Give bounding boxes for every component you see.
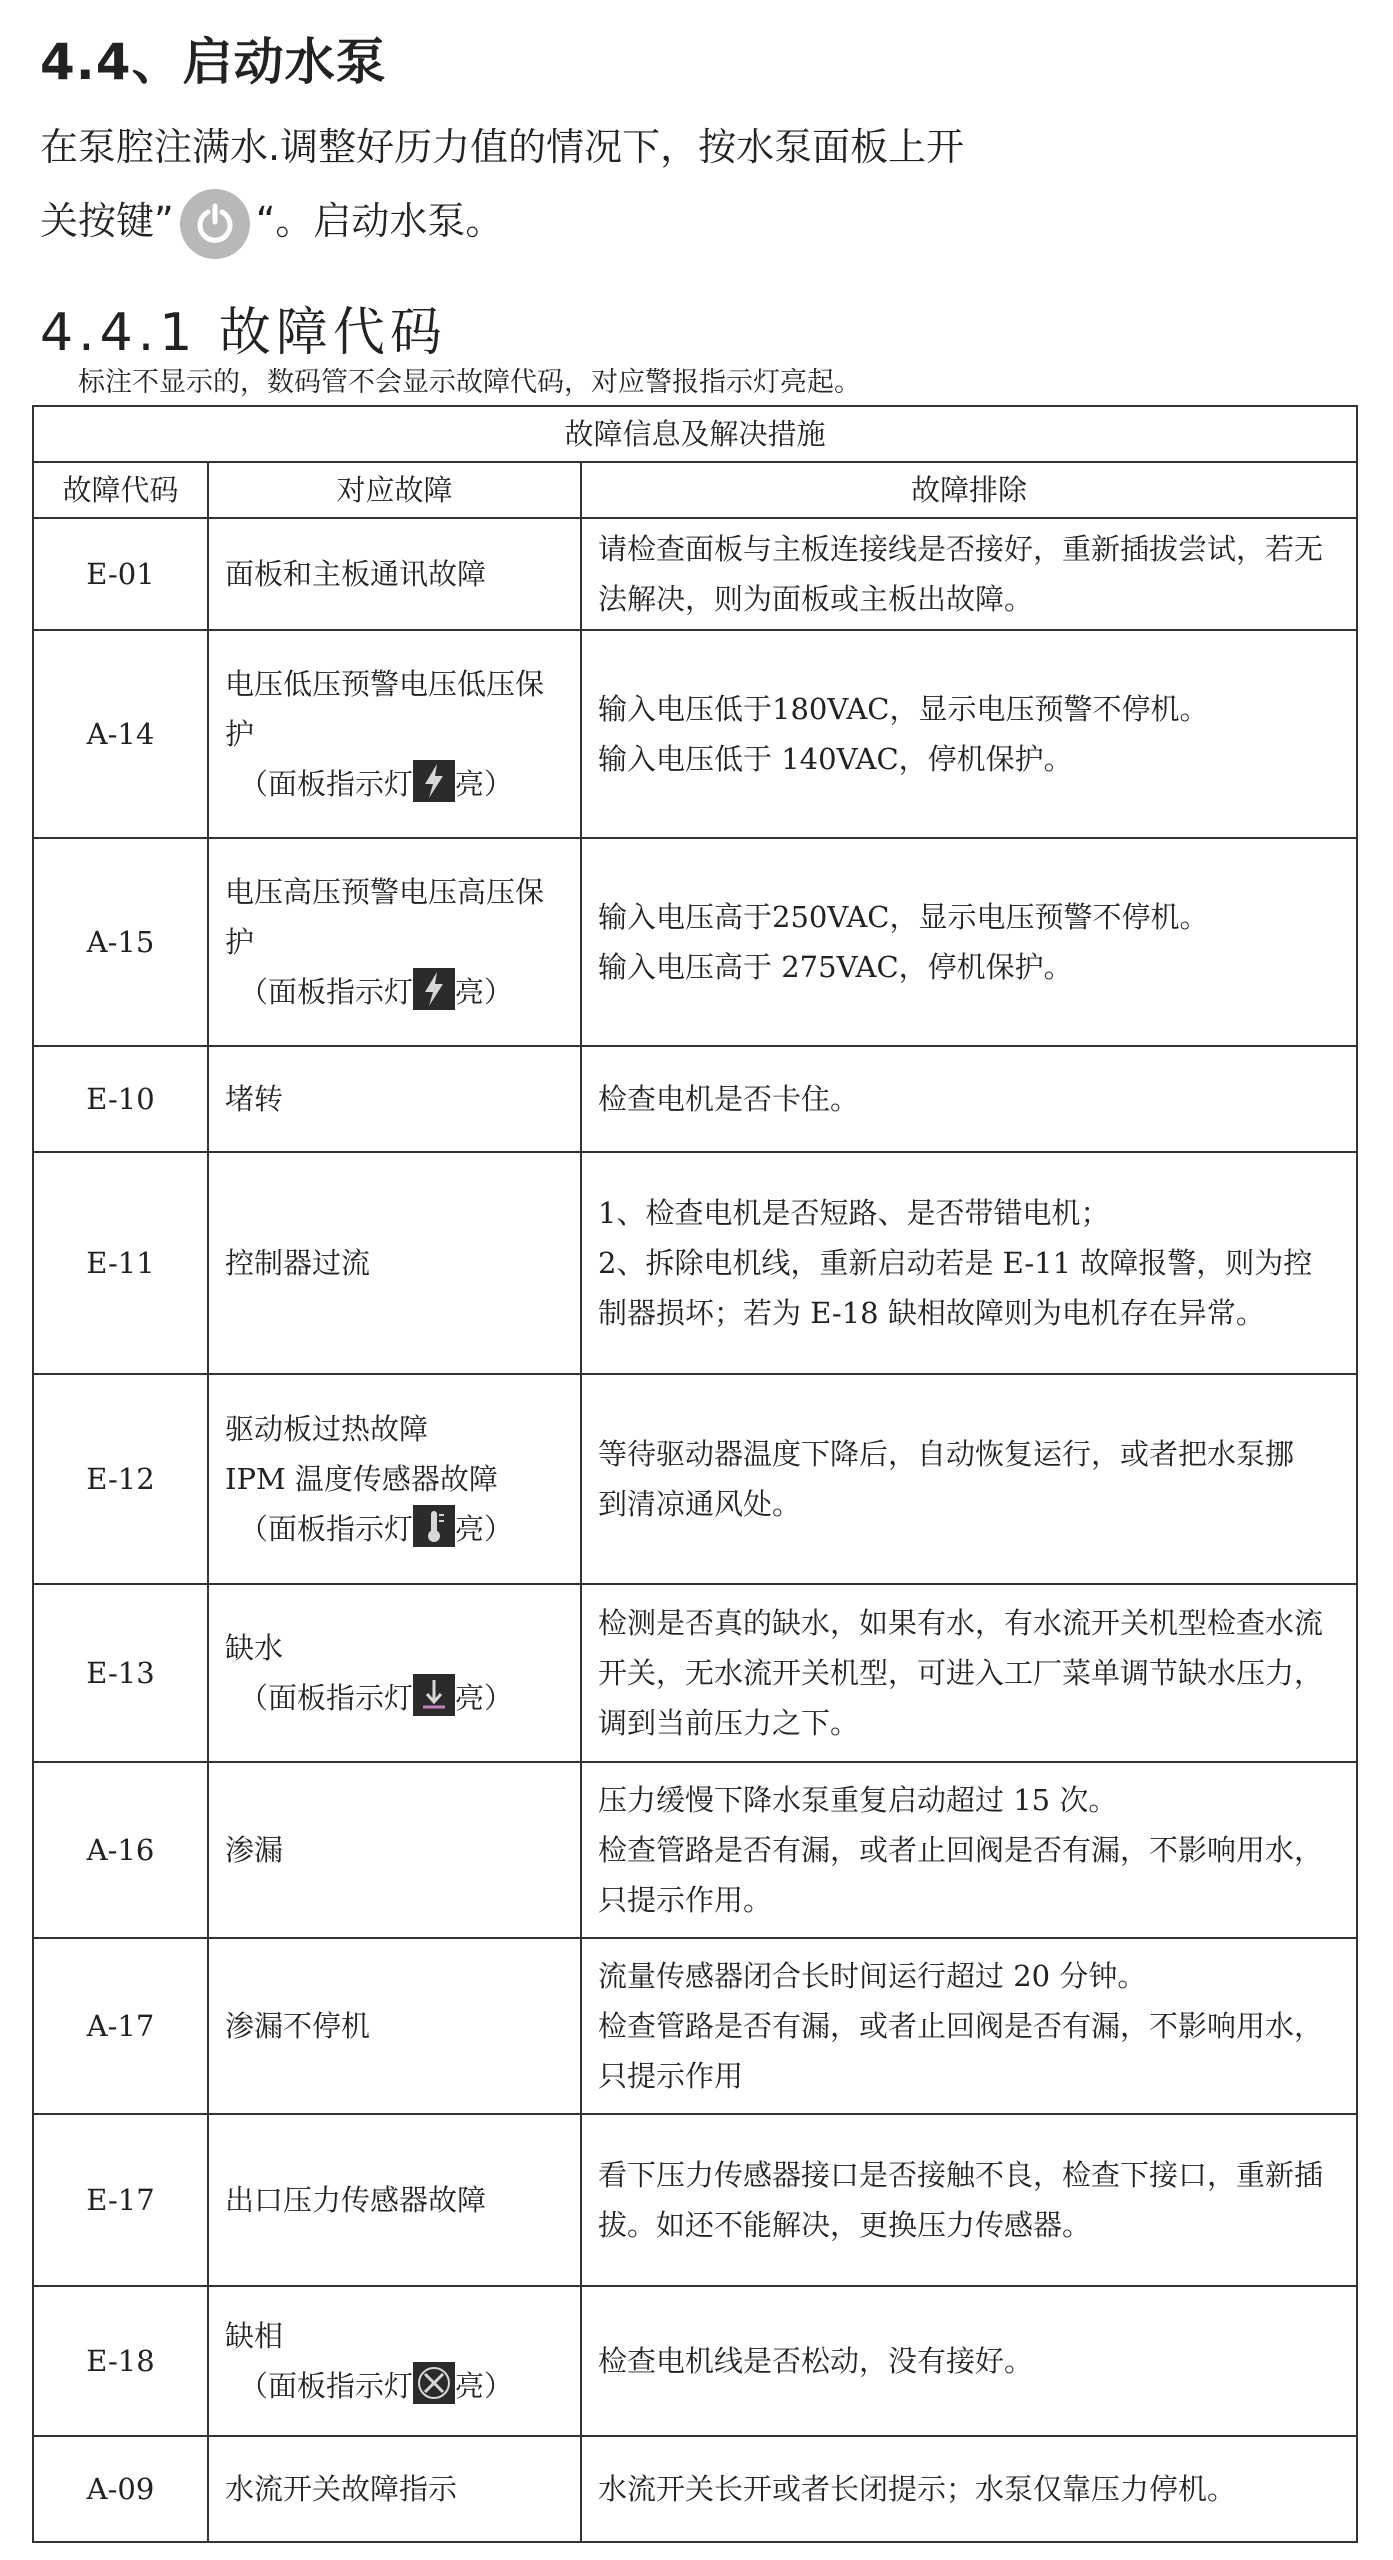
indicator-suffix: 亮） xyxy=(455,975,514,1009)
table-row xyxy=(33,630,1357,838)
fault-solution xyxy=(581,1584,1357,1762)
fault-description xyxy=(208,2114,581,2286)
fault-solution xyxy=(581,1938,1357,2114)
fault-table xyxy=(32,405,1358,2543)
fault-description xyxy=(208,1938,581,2114)
fault-text: 缺相 xyxy=(225,2319,284,2353)
fault-text: 出口压力传感器故障 xyxy=(225,2183,487,2217)
intro-line-2 xyxy=(40,184,1340,259)
solution-text: 请检查面板与主板连接线是否接好，重新插拔尝试，若无法解决，则为面板或主板出故障。 xyxy=(598,532,1324,616)
solution-text: 到清凉通风处。 xyxy=(598,1487,802,1521)
solution-text: 流量传感器闭合长时间运行超过 20 分钟。 xyxy=(598,1959,1147,1993)
fault-solution xyxy=(581,1046,1357,1152)
fault-description xyxy=(208,1374,581,1584)
fault-code: A-16 xyxy=(33,1762,208,1938)
header-code: 故障代码 xyxy=(33,462,208,518)
fault-code: E-12 xyxy=(33,1374,208,1584)
solution-text: 输入电压高于 275VAC，停机保护。 xyxy=(598,950,1073,984)
solution-text: 水流开关长开或者长闭提示；水泵仅靠压力停机。 xyxy=(598,2472,1237,2506)
solution-text: 检查电机线是否松动，没有接好。 xyxy=(598,2344,1034,2378)
fault-text: IPM 温度传感器故障 xyxy=(225,1462,498,1496)
fault-solution xyxy=(581,2286,1357,2436)
fault-description xyxy=(208,838,581,1046)
fault-code: A-14 xyxy=(33,630,208,838)
fault-description xyxy=(208,2436,581,2542)
section-heading: 4.4、启动水泵 xyxy=(40,33,387,91)
fault-description xyxy=(208,630,581,838)
indicator-suffix: 亮） xyxy=(455,1512,514,1546)
table-row xyxy=(33,2114,1357,2286)
fault-code: E-18 xyxy=(33,2286,208,2436)
header-fault: 对应故障 xyxy=(208,462,581,518)
table-row xyxy=(33,1938,1357,2114)
intro-line-2-before: 关按键” xyxy=(40,199,174,243)
fault-text: 驱动板过热故障 xyxy=(225,1412,429,1446)
indicator-note xyxy=(225,759,564,809)
indicator-prefix: （面板指示灯 xyxy=(239,2369,414,2403)
fault-description xyxy=(208,1584,581,1762)
table-row xyxy=(33,1374,1357,1584)
indicator-suffix: 亮） xyxy=(455,2369,514,2403)
fault-text: 面板和主板通讯故障 xyxy=(225,557,487,591)
fault-table-body xyxy=(33,518,1357,2542)
fault-code: E-11 xyxy=(33,1152,208,1374)
header-solution: 故障排除 xyxy=(581,462,1357,518)
table-title: 故障信息及解决措施 xyxy=(33,406,1357,462)
fault-text: 水流开关故障指示 xyxy=(225,2472,458,2506)
table-row xyxy=(33,1046,1357,1152)
table-row xyxy=(33,838,1357,1046)
indicator-prefix: （面板指示灯 xyxy=(239,1512,414,1546)
table-row xyxy=(33,1584,1357,1762)
fault-code: A-15 xyxy=(33,838,208,1046)
indicator-suffix: 亮） xyxy=(455,1681,514,1715)
fault-code: E-17 xyxy=(33,2114,208,2286)
fault-solution xyxy=(581,2114,1357,2286)
table-row xyxy=(33,2436,1357,2542)
solution-text: 检查管路是否有漏，或者止回阀是否有漏，不影响用水，只提示作用 xyxy=(598,2009,1324,2093)
solution-text: 检查电机是否卡住。 xyxy=(598,1082,860,1116)
solution-text: 输入电压低于 140VAC，停机保护。 xyxy=(598,742,1073,776)
fault-solution xyxy=(581,1152,1357,1374)
fault-solution xyxy=(581,1762,1357,1938)
indicator-note xyxy=(225,2361,564,2411)
fault-code: A-09 xyxy=(33,2436,208,2542)
fault-solution xyxy=(581,630,1357,838)
fault-text: 电压低压预警电压低压保护 xyxy=(225,667,545,751)
fault-code: E-10 xyxy=(33,1046,208,1152)
solution-text: 1、检查电机是否短路、是否带错电机； xyxy=(598,1196,1110,1230)
phase-loss-icon xyxy=(413,2362,455,2404)
indicator-prefix: （面板指示灯 xyxy=(239,1681,414,1715)
indicator-note xyxy=(225,1504,564,1554)
fault-description xyxy=(208,518,581,630)
table-note: 标注不显示的，数码管不会显示故障代码，对应警报指示灯亮起。 xyxy=(78,367,861,398)
table-row xyxy=(33,518,1357,630)
fault-description xyxy=(208,1046,581,1152)
solution-text: 看下压力传感器接口是否接触不良，检查下接口，重新插拔。如还不能解决，更换压力传感器。 xyxy=(598,2158,1324,2242)
intro-paragraph xyxy=(40,110,1340,259)
fault-solution xyxy=(581,2436,1357,2542)
fault-solution xyxy=(581,838,1357,1046)
intro-line-1: 在泵腔注满水.调整好历力值的情况下，按水泵面板上开 xyxy=(40,125,965,169)
fault-description xyxy=(208,1152,581,1374)
indicator-prefix: （面板指示灯 xyxy=(239,767,414,801)
fault-text: 电压高压预警电压高压保护 xyxy=(225,875,545,959)
fault-code: E-13 xyxy=(33,1584,208,1762)
solution-text: 等待驱动器温度下降后，自动恢复运行，或者把水泵挪 xyxy=(598,1437,1295,1471)
fault-solution xyxy=(581,518,1357,630)
fault-text: 渗漏 xyxy=(225,1833,284,1867)
water-level-icon xyxy=(413,1674,455,1716)
table-row xyxy=(33,2286,1357,2436)
fault-description xyxy=(208,2286,581,2436)
solution-text: 检查管路是否有漏，或者止回阀是否有漏，不影响用水，只提示作用。 xyxy=(598,1833,1324,1917)
intro-line-2-after: “。启动水泵。 xyxy=(255,199,504,243)
solution-text: 输入电压低于180VAC，显示电压预警不停机。 xyxy=(598,692,1209,726)
fault-text: 堵转 xyxy=(225,1082,284,1116)
solution-text: 检测是否真的缺水，如果有水，有水流开关机型检查水流开关，无水流开关机型，可进入工厂菜单调节缺水压力，调到当前压力之下。 xyxy=(598,1606,1324,1740)
solution-text: 压力缓慢下降水泵重复启动超过 15 次。 xyxy=(598,1783,1118,1817)
fault-text: 渗漏不停机 xyxy=(225,2009,371,2043)
solution-text: 输入电压高于250VAC，显示电压预警不停机。 xyxy=(598,900,1209,934)
solution-text: 2、拆除电机线，重新启动若是 E-11 故障报警，则为控制器损坏；若为 E-18 缺相故障则为电机存在异常。 xyxy=(598,1246,1313,1330)
power-icon xyxy=(180,189,250,259)
fault-code-heading: 4.4.1 故障代码 xyxy=(40,303,447,363)
lightning-icon xyxy=(413,968,455,1010)
fault-text: 控制器过流 xyxy=(225,1246,371,1280)
thermometer-icon xyxy=(413,1505,455,1547)
fault-solution xyxy=(581,1374,1357,1584)
fault-code: E-01 xyxy=(33,518,208,630)
fault-code: A-17 xyxy=(33,1938,208,2114)
lightning-icon xyxy=(413,760,455,802)
indicator-note xyxy=(225,967,564,1017)
fault-description xyxy=(208,1762,581,1938)
table-row xyxy=(33,1152,1357,1374)
indicator-suffix: 亮） xyxy=(455,767,514,801)
indicator-note xyxy=(225,1673,564,1723)
indicator-prefix: （面板指示灯 xyxy=(239,975,414,1009)
table-row xyxy=(33,1762,1357,1938)
fault-text: 缺水 xyxy=(225,1631,284,1665)
